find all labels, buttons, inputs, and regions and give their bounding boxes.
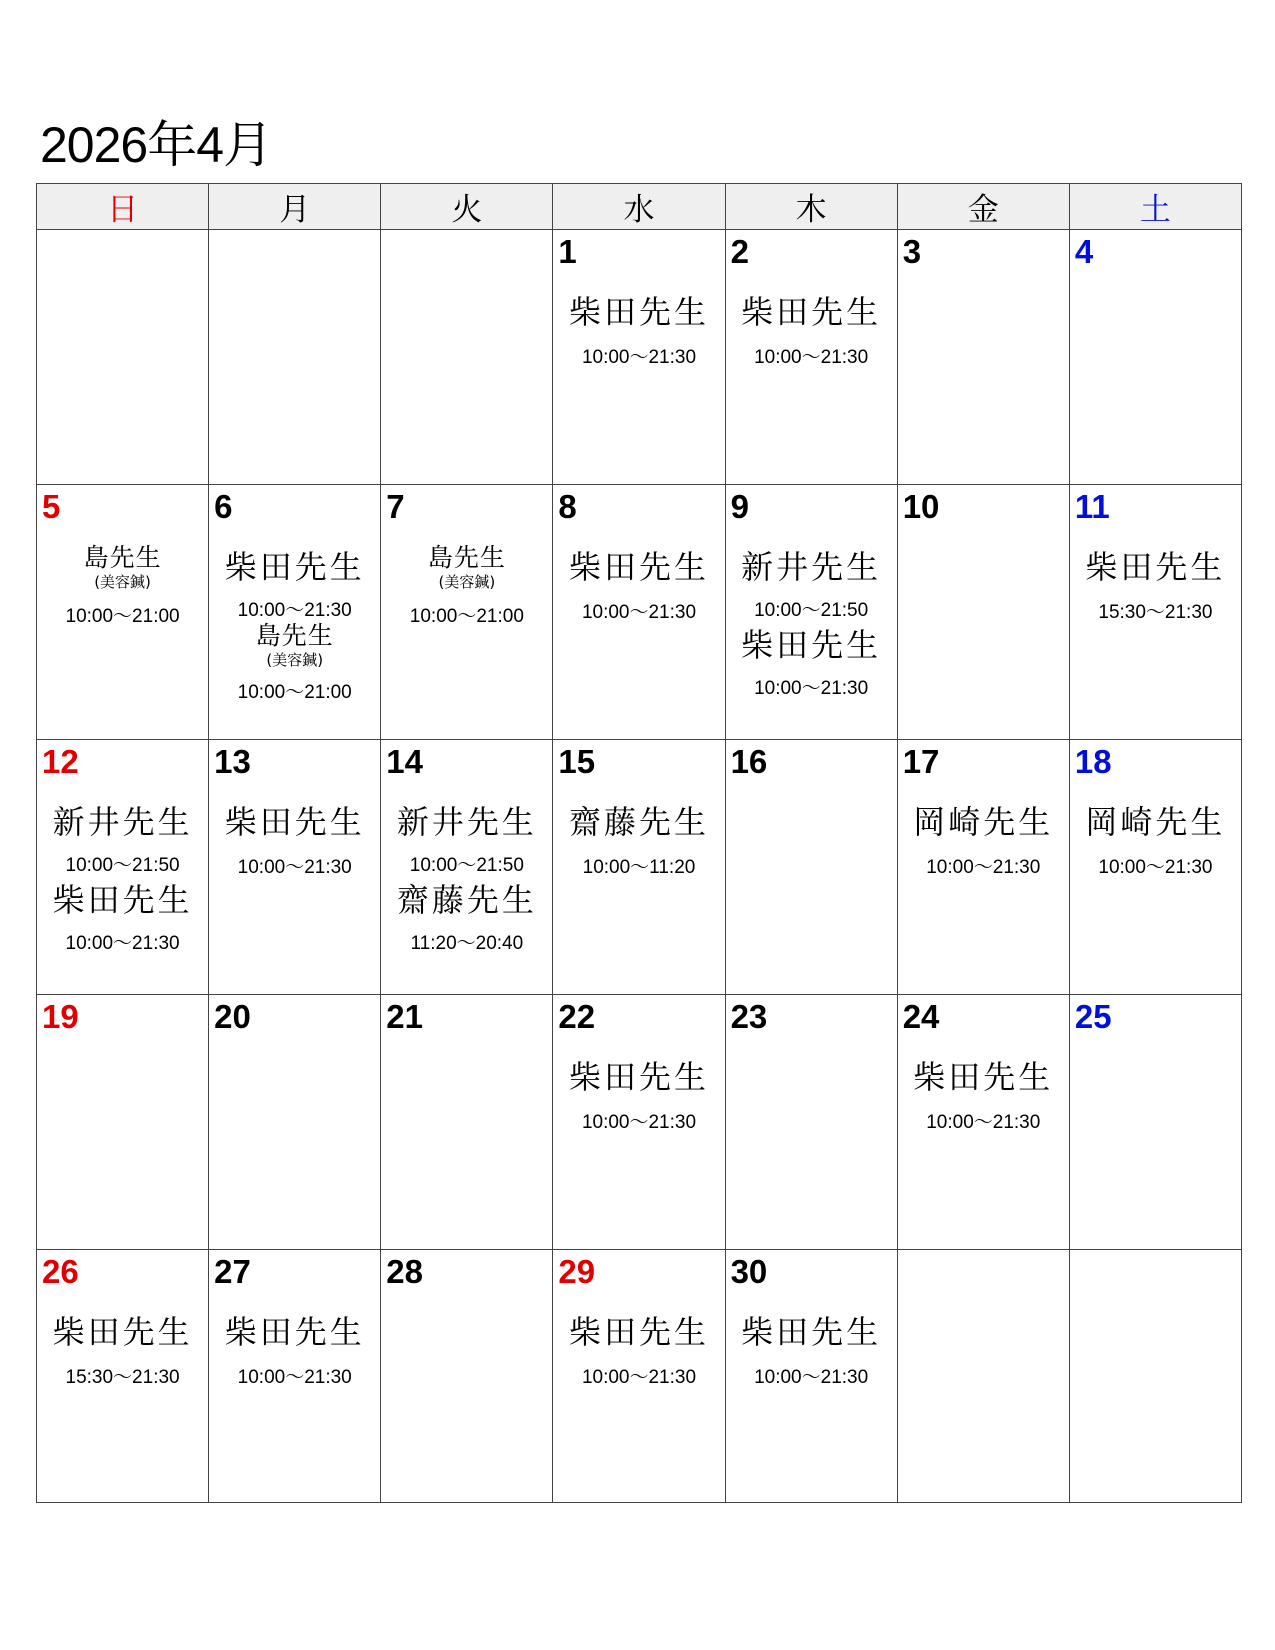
calendar-day-cell bbox=[725, 995, 897, 1250]
day-number: 28 bbox=[386, 1253, 423, 1290]
calendar-day-cell bbox=[209, 740, 381, 995]
day-number: 19 bbox=[42, 998, 79, 1035]
calendar-day-cell bbox=[209, 995, 381, 1250]
schedule-entry bbox=[37, 1312, 208, 1390]
schedule-entry bbox=[553, 1312, 724, 1390]
doctor-name: 柴田先生 bbox=[568, 1313, 709, 1351]
time-range: 10:00〜21:00 bbox=[65, 606, 180, 627]
doctor-name: 柴田先生 bbox=[224, 803, 365, 841]
time-range: 10:00〜21:30 bbox=[237, 857, 352, 878]
calendar-week-row bbox=[37, 1250, 1242, 1503]
time-range: 15:30〜21:30 bbox=[65, 1367, 180, 1388]
day-events bbox=[381, 543, 552, 633]
calendar-title: 2026年4月 bbox=[40, 117, 273, 173]
calendar-day-cell bbox=[725, 230, 897, 485]
calendar-day-cell bbox=[897, 740, 1069, 995]
time-range: 10:00〜21:30 bbox=[926, 857, 1041, 878]
day-number: 1 bbox=[558, 233, 577, 270]
time-range: 15:30〜21:30 bbox=[1098, 602, 1213, 623]
day-number: 29 bbox=[558, 1253, 596, 1290]
time-range: 10:00〜21:30 bbox=[581, 1112, 697, 1133]
time-range: 10:00〜21:30 bbox=[581, 602, 697, 623]
day-events bbox=[209, 802, 380, 884]
day-number: 10 bbox=[902, 488, 940, 525]
doctor-name: 柴田先生 bbox=[224, 1313, 365, 1351]
calendar-body bbox=[37, 230, 1242, 1503]
calendar-week-row bbox=[37, 995, 1242, 1250]
doctor-name: 柴田先生 bbox=[568, 293, 709, 331]
time-range: 10:00〜21:50 bbox=[754, 600, 869, 621]
day-events bbox=[553, 292, 724, 374]
schedule-entry bbox=[37, 880, 208, 956]
weekday-sunday: 日 bbox=[37, 184, 209, 230]
calendar-day-cell bbox=[1069, 230, 1241, 485]
day-number: 15 bbox=[558, 743, 596, 780]
calendar-day-cell bbox=[37, 740, 209, 995]
day-number: 7 bbox=[386, 488, 405, 525]
time-range: 10:00〜21:30 bbox=[237, 1367, 352, 1388]
day-events bbox=[726, 1312, 897, 1394]
day-events bbox=[37, 1312, 208, 1394]
day-number: 22 bbox=[558, 998, 596, 1035]
day-number: 16 bbox=[730, 743, 768, 780]
calendar-day-cell bbox=[725, 740, 897, 995]
time-range: 10:00〜21:30 bbox=[754, 1367, 869, 1388]
doctor-name: 島先生 bbox=[255, 621, 334, 650]
schedule-entry bbox=[1070, 802, 1241, 880]
day-events bbox=[726, 292, 897, 374]
doctor-name: 島先生 bbox=[427, 543, 506, 572]
doctor-name: 柴田先生 bbox=[741, 1313, 882, 1351]
day-events bbox=[898, 1057, 1069, 1139]
day-number: 5 bbox=[42, 488, 61, 525]
calendar-day-cell bbox=[381, 485, 553, 740]
doctor-name: 柴田先生 bbox=[741, 626, 882, 664]
day-events bbox=[209, 1312, 380, 1394]
calendar-week-row bbox=[37, 740, 1242, 995]
time-range: 10:00〜21:50 bbox=[65, 855, 180, 876]
schedule-entry bbox=[381, 802, 552, 878]
day-number: 8 bbox=[558, 488, 577, 525]
day-events bbox=[1070, 802, 1241, 884]
calendar-day-cell bbox=[553, 995, 725, 1250]
schedule-entry bbox=[37, 802, 208, 878]
schedule-entry bbox=[553, 802, 724, 880]
doctor-name: 岡崎先生 bbox=[913, 803, 1054, 841]
doctor-name: 新井先生 bbox=[741, 548, 882, 586]
day-number: 11 bbox=[1074, 488, 1110, 525]
schedule-entry bbox=[726, 625, 897, 701]
doctor-name: 島先生 bbox=[83, 543, 162, 572]
calendar-day-cell bbox=[897, 995, 1069, 1250]
day-events bbox=[209, 547, 380, 705]
schedule-entry bbox=[553, 292, 724, 370]
calendar-day-cell bbox=[897, 1250, 1069, 1503]
doctor-name: 齋藤先生 bbox=[568, 803, 709, 841]
calendar-day-cell bbox=[553, 1250, 725, 1503]
weekday-wednesday: 水 bbox=[553, 184, 725, 230]
schedule-entry bbox=[726, 292, 897, 370]
day-events bbox=[898, 802, 1069, 884]
time-range: 10:00〜21:30 bbox=[926, 1112, 1041, 1133]
day-number: 18 bbox=[1074, 743, 1112, 780]
day-number: 2 bbox=[730, 233, 749, 270]
time-range: 10:00〜11:20 bbox=[582, 857, 696, 878]
doctor-name: 柴田先生 bbox=[52, 881, 193, 919]
calendar-day-cell bbox=[37, 485, 209, 740]
day-number: 27 bbox=[214, 1253, 251, 1290]
weekday-thursday: 木 bbox=[725, 184, 897, 230]
calendar-day-cell bbox=[553, 740, 725, 995]
schedule-entry bbox=[1070, 547, 1241, 625]
schedule-entry bbox=[726, 1312, 897, 1390]
schedule-entry bbox=[726, 547, 897, 623]
calendar-day-cell bbox=[897, 230, 1069, 485]
schedule-entry bbox=[553, 1057, 724, 1135]
time-range: 10:00〜21:30 bbox=[581, 1367, 697, 1388]
schedule-entry bbox=[209, 1312, 380, 1390]
day-events bbox=[553, 1057, 724, 1139]
calendar-day-cell bbox=[209, 1250, 381, 1503]
day-number: 23 bbox=[730, 998, 768, 1035]
calendar-day-cell bbox=[725, 485, 897, 740]
time-range: 10:00〜21:00 bbox=[409, 606, 524, 627]
time-range: 10:00〜21:30 bbox=[754, 678, 869, 699]
calendar-day-cell bbox=[381, 1250, 553, 1503]
calendar-day-cell bbox=[37, 1250, 209, 1503]
time-range: 10:00〜21:50 bbox=[409, 855, 524, 876]
day-events bbox=[553, 1312, 724, 1394]
day-number: 21 bbox=[386, 998, 423, 1035]
time-range: 10:00〜21:30 bbox=[754, 347, 869, 368]
day-number: 3 bbox=[902, 233, 922, 270]
calendar-day-cell bbox=[897, 485, 1069, 740]
calendar-day-cell bbox=[553, 230, 725, 485]
calendar-day-cell bbox=[1069, 995, 1241, 1250]
time-range: 10:00〜21:30 bbox=[65, 933, 180, 954]
doctor-name: 齋藤先生 bbox=[396, 881, 537, 919]
time-range: 11:20〜20:40 bbox=[410, 933, 524, 954]
calendar-day-cell bbox=[209, 485, 381, 740]
day-number: 30 bbox=[730, 1253, 768, 1290]
day-events bbox=[37, 802, 208, 956]
calendar-day-cell bbox=[381, 995, 553, 1250]
weekday-saturday: 土 bbox=[1069, 184, 1241, 230]
schedule-entry bbox=[381, 543, 552, 629]
calendar-day-cell bbox=[725, 1250, 897, 1503]
doctor-name: 柴田先生 bbox=[568, 1058, 709, 1096]
time-range: 10:00〜21:30 bbox=[581, 347, 697, 368]
day-events bbox=[553, 547, 724, 629]
day-number: 20 bbox=[214, 998, 251, 1035]
schedule-entry bbox=[37, 543, 208, 629]
schedule-entry bbox=[898, 802, 1069, 880]
schedule-entry bbox=[209, 621, 380, 705]
calendar-day-cell bbox=[1069, 485, 1241, 740]
day-number: 6 bbox=[214, 488, 233, 525]
day-events bbox=[381, 802, 552, 956]
schedule-entry bbox=[209, 802, 380, 880]
calendar-week-row bbox=[37, 485, 1242, 740]
doctor-name: 岡崎先生 bbox=[1085, 803, 1226, 841]
treatment-note: (美容鍼) bbox=[438, 573, 496, 591]
schedule-entry bbox=[898, 1057, 1069, 1135]
weekday-friday: 金 bbox=[897, 184, 1069, 230]
doctor-name: 柴田先生 bbox=[913, 1058, 1054, 1096]
schedule-entry bbox=[381, 880, 552, 956]
treatment-note: (美容鍼) bbox=[266, 651, 324, 669]
doctor-name: 柴田先生 bbox=[741, 293, 882, 331]
calendar-day-cell bbox=[37, 995, 209, 1250]
day-events bbox=[1070, 547, 1241, 629]
doctor-name: 柴田先生 bbox=[52, 1313, 193, 1351]
calendar-week-row bbox=[37, 230, 1242, 485]
doctor-name: 新井先生 bbox=[396, 803, 537, 841]
calendar-grid bbox=[36, 183, 1242, 1503]
treatment-note: (美容鍼) bbox=[94, 573, 151, 591]
calendar-day-cell bbox=[1069, 1250, 1241, 1503]
calendar-day-cell bbox=[553, 485, 725, 740]
time-range: 10:00〜21:30 bbox=[1098, 857, 1213, 878]
doctor-name: 柴田先生 bbox=[224, 548, 365, 586]
calendar-day-cell bbox=[1069, 740, 1241, 995]
day-events bbox=[553, 802, 724, 884]
day-events bbox=[726, 547, 897, 701]
calendar-day-cell bbox=[381, 230, 553, 485]
schedule-entry bbox=[553, 547, 724, 625]
doctor-name: 新井先生 bbox=[52, 803, 193, 841]
day-number: 12 bbox=[42, 743, 79, 780]
calendar-day-cell bbox=[209, 230, 381, 485]
day-number: 14 bbox=[386, 743, 423, 780]
day-number: 26 bbox=[42, 1253, 79, 1290]
time-range: 10:00〜21:30 bbox=[237, 600, 352, 621]
doctor-name: 柴田先生 bbox=[568, 548, 709, 586]
time-range: 10:00〜21:00 bbox=[237, 682, 352, 703]
calendar-day-cell bbox=[381, 740, 553, 995]
day-events bbox=[37, 543, 208, 633]
day-number: 17 bbox=[902, 743, 940, 780]
day-number: 24 bbox=[902, 998, 940, 1035]
schedule-entry bbox=[209, 547, 380, 623]
calendar-day-cell bbox=[37, 230, 209, 485]
day-number: 4 bbox=[1074, 233, 1094, 270]
weekday-header-row bbox=[37, 184, 1242, 230]
weekday-tuesday: 火 bbox=[381, 184, 553, 230]
day-number: 25 bbox=[1074, 998, 1112, 1035]
weekday-monday: 月 bbox=[209, 184, 381, 230]
day-number: 13 bbox=[214, 743, 251, 780]
doctor-name: 柴田先生 bbox=[1085, 548, 1226, 586]
day-number: 9 bbox=[730, 488, 749, 525]
